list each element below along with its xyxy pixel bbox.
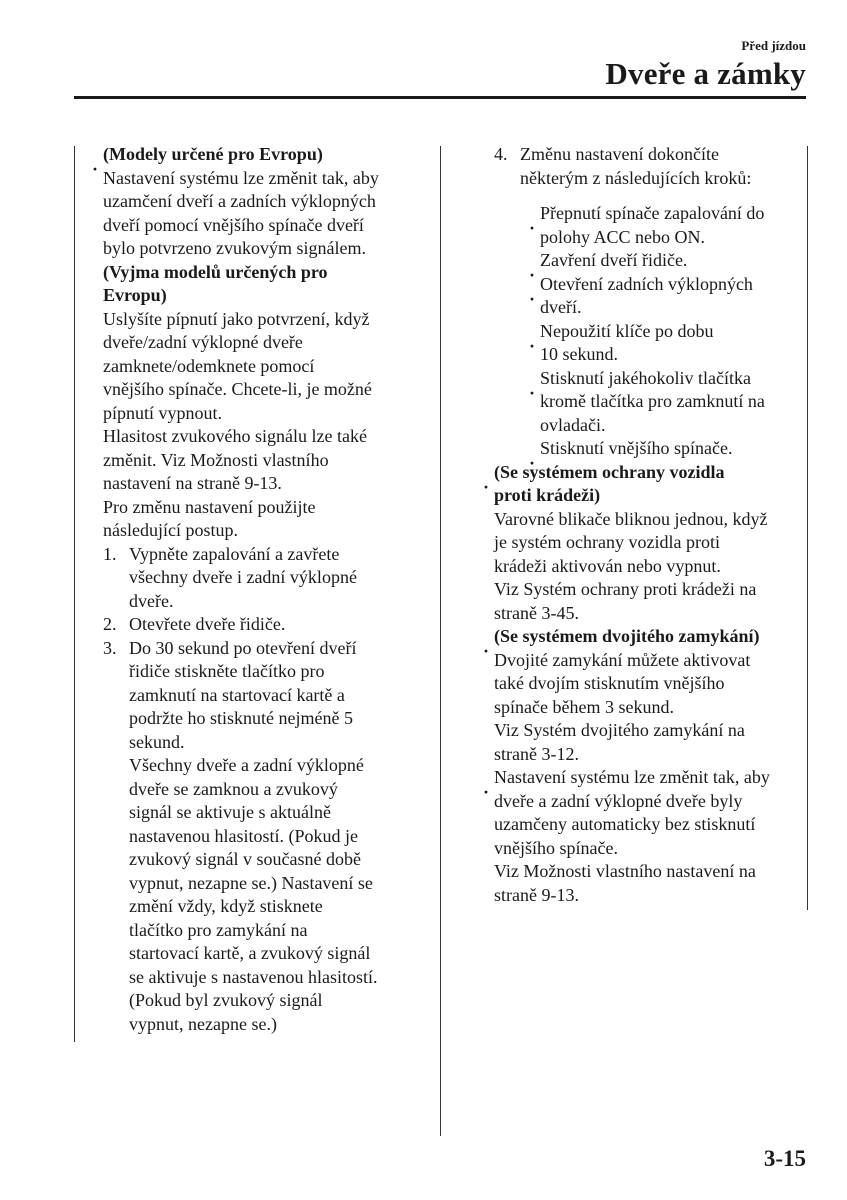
step-line: vypnut, nezapne se.) [129,1013,277,1034]
text-line [494,884,804,908]
theft-heading [494,461,804,508]
step-line [129,566,357,590]
heading-line: (Vyjma modelů určených pro [103,261,328,282]
heading-line: proti krádeži) [494,485,601,505]
step-line [129,590,357,614]
text-line [494,766,804,790]
option-item [540,437,804,461]
step-line: zvukový signál v současné době [129,849,361,869]
step-line: dveře se zamknou a zvukový [129,778,338,799]
step-line: Všechny dveře a zadní výklopné [129,755,364,775]
heading-line: (Se systémem ochrany vozidla [494,461,725,482]
chapter-title: Dveře a zámky [605,56,806,91]
text-line [103,331,433,355]
text-line: změnit. Viz Možnosti vlastního [103,449,329,470]
option-line: Zavření dveří řidiče. [540,250,688,270]
text-line [103,214,433,238]
step-line [129,1013,377,1037]
option-line: 10 sekund. [540,344,618,364]
step-line [129,801,377,825]
step-line: Do 30 sekund po otevření dveří [129,637,357,658]
step-line: se aktivuje s nastavenou hlasitostí. [129,966,378,987]
text-line [494,578,804,602]
option-line: Nepoužití klíče po dobu [540,320,714,341]
text-line [494,790,804,814]
text-line [494,743,804,767]
text-line: dveře/zadní výklopné dveře [103,332,303,352]
text-line [494,837,804,861]
option-line [540,343,804,367]
text-line [103,519,433,543]
text-line [494,508,804,532]
text-line: straně 9-13. [494,884,579,905]
step-line: vypnut, nezapne se.) Nastavení se [129,872,373,893]
option-line: kromě tlačítka pro zamknutí na [540,391,765,411]
option-line [540,226,804,250]
text-line [494,860,804,884]
text-line [103,378,433,402]
text-line [103,472,433,496]
text-line [494,813,804,837]
text-line: Viz Systém ochrany proti krádeži na [494,579,757,599]
step-line: signál se aktivuje s aktuálně [129,802,331,822]
text-line: Hlasitost zvukového signálu lze také [103,426,367,446]
option-line [540,202,804,226]
non-europe-heading [103,261,433,308]
option-line [540,437,804,461]
europe-text [103,167,433,261]
text-line: Nastavení systému lze změnit tak, aby [494,767,770,787]
step-line [129,966,377,990]
option-item [540,320,804,367]
option-item [540,273,804,320]
header-rule [74,96,806,99]
heading-line [494,484,804,508]
option-line: ovladači. [540,414,606,435]
right-column-border [807,146,808,910]
step-line: všechny dveře i zadní výklopné [129,567,357,587]
option-line: Stisknutí jakéhokoliv tlačítka [540,367,751,388]
option-line [540,296,804,320]
text-line [494,672,804,696]
text-line: uzamčení dveří a zadních výklopných [103,191,376,211]
text-line: pípnutí vypnout. [103,402,223,423]
option-line [540,390,804,414]
theft-text [494,508,804,626]
heading-line: Evropu) [103,285,167,305]
text-line [103,425,433,449]
text-line: Varovné blikače bliknou jednou, když [494,508,768,529]
step-number: 1. [103,543,117,564]
option-line [540,320,804,344]
text-line [103,402,433,426]
right-column [494,143,804,907]
step-line [129,825,377,849]
text-line [103,167,433,191]
auto-lock-text [494,766,804,907]
europe-heading: (Modely určené pro Evropu) [103,144,323,164]
center-column-divider [440,146,441,1136]
text-line [494,555,804,579]
step-line: (Pokud byl zvukový signál [129,990,323,1010]
step-line: dveře. [129,590,174,611]
option-line [540,367,804,391]
step-number: 3. [103,637,117,658]
option-item [540,367,804,438]
step-line: tlačítko pro zamykání na [129,919,308,940]
step-line: podržte ho stisknuté nejméně 5 [129,708,353,728]
text-line: Uslyšíte pípnutí jako potvrzení, když [103,308,370,329]
option-line: Otevření zadních výklopných [540,273,753,294]
step-line [129,613,285,637]
option-line: dveří. [540,297,582,317]
text-line: straně 3-45. [494,602,579,623]
heading-line [103,284,433,308]
step-line [129,660,377,684]
option-line [540,249,804,273]
text-line: vnějšího spínače. [494,837,618,858]
step-line [129,707,377,731]
text-line [103,308,433,332]
text-line: Viz Možnosti vlastního nastavení na [494,861,756,881]
page-number: 3-15 [763,1146,806,1171]
option-item [540,249,804,273]
step-line: nastavenou hlasitostí. (Pokud je [129,825,358,846]
step-4-options [540,202,804,461]
step-line: sekund. [129,731,185,752]
numbered-step [494,143,804,190]
step-line: Otevřete dveře řidiče. [129,614,286,634]
left-column-border [74,146,75,1042]
heading-line [494,461,804,485]
step-line: změní vždy, když stisknete [129,896,323,916]
step-4 [494,143,804,190]
text-line [103,355,433,379]
numbered-step [103,637,433,1037]
step-line [129,543,357,567]
text-line: Viz Systém dvojitého zamykání na [494,720,745,740]
text-line: bylo potvrzeno zvukovým signálem. [103,238,366,258]
text-line: dveří pomocí vnějšího spínače dveří [103,214,364,235]
step-line [129,895,377,919]
step-line [129,848,377,872]
step-line: některým z následujících kroků: [520,167,752,188]
step-text [129,637,377,1037]
option-line [540,414,804,438]
step-text [129,613,285,637]
text-line [103,496,433,520]
section-label: Před jízdou [741,38,806,53]
text-line: uzamčeny automaticky bez stisknutí [494,814,756,834]
numbered-step [103,613,433,637]
text-line: také dvojím stisknutím vnějšího [494,673,725,693]
option-line: Stisknutí vnějšího spínače. [540,438,733,458]
text-line: následující postup. [103,520,238,540]
text-line [494,719,804,743]
step-text [129,543,357,614]
option-line [540,273,804,297]
text-line: straně 3-12. [494,743,579,764]
text-line: krádeži aktivován nebo vypnut. [494,555,721,576]
step-number: 4. [494,144,508,164]
double-lock-text [494,649,804,767]
step-number: 2. [103,614,117,634]
text-line [494,696,804,720]
text-line [103,190,433,214]
step-line: startovací kartě, a zvukový signál [129,943,371,963]
text-line [494,531,804,555]
text-line: zamknete/odemknete pomocí [103,355,315,376]
step-line [520,143,751,167]
text-line: dveře a zadní výklopné dveře byly [494,790,743,811]
step-line: Změnu nastavení dokončíte [520,144,719,164]
step-line [129,731,377,755]
text-line [103,449,433,473]
step-line [129,778,377,802]
text-line: je systém ochrany vozidla proti [494,532,720,552]
step-line [129,989,377,1013]
text-line: Dvojité zamykání můžete aktivovat [494,649,751,670]
steps-list [103,543,433,1037]
option-item [540,202,804,249]
non-europe-text [103,308,433,543]
step-line [129,754,377,778]
option-line: Přepnutí spínače zapalování do [540,203,765,223]
text-line: vnějšího spínače. Chcete-li, je možné [103,379,372,399]
left-column [103,143,433,1036]
step-line [129,942,377,966]
text-line [494,649,804,673]
text-line [103,237,433,261]
option-line: polohy ACC nebo ON. [540,226,706,247]
step-line: zamknutí na startovací kartě a [129,684,345,705]
text-line: nastavení na straně 9-13. [103,473,282,493]
text-line [494,602,804,626]
text-line: spínače během 3 sekund. [494,696,674,717]
double-lock-heading: (Se systémem dvojitého zamykání) [494,626,760,646]
text-line: Nastavení systému lze změnit tak, aby [103,167,379,188]
step-line [129,637,377,661]
text-line: Pro změnu nastavení použijte [103,496,316,517]
step-line: řidiče stiskněte tlačítko pro [129,661,325,681]
step-text [520,143,751,190]
step-line: Vypněte zapalování a zavřete [129,543,340,564]
step-line [129,684,377,708]
heading-line [103,261,433,285]
step-line [520,167,751,191]
step-line [129,872,377,896]
numbered-step [103,543,433,614]
step-line [129,919,377,943]
